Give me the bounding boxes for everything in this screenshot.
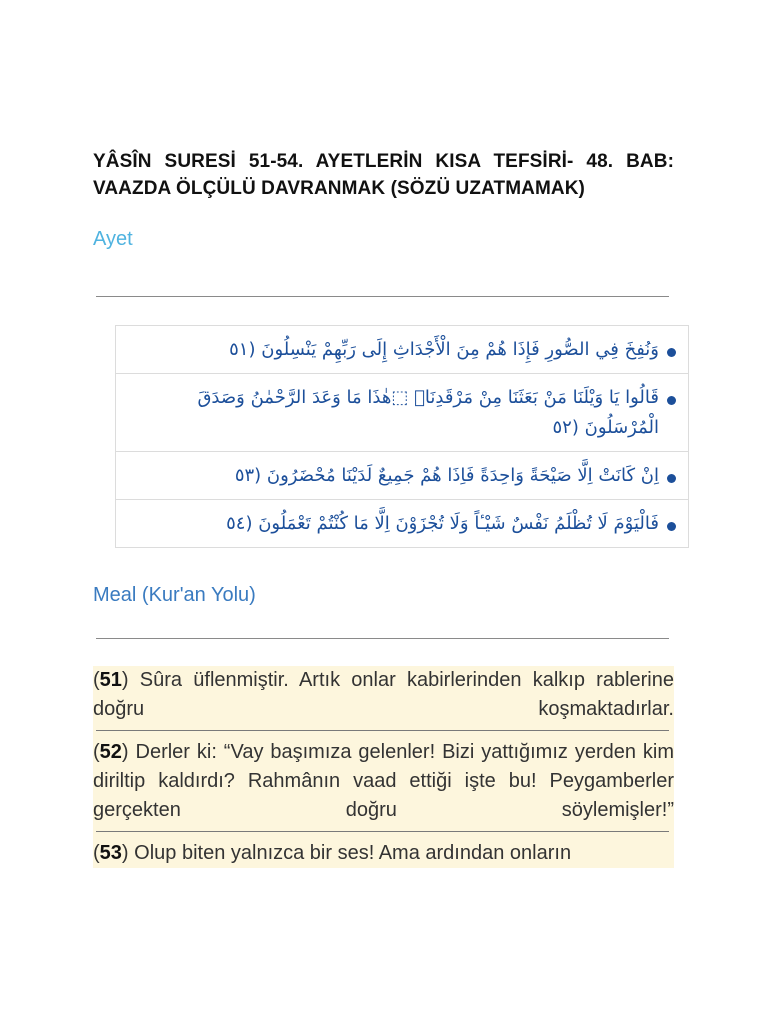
bullet-icon xyxy=(667,348,676,357)
meal-item: (52) Derler ki: “Vay başımıza gelenler! Bizi yattığımız yerden kim diriltip kaldırdı? Rahmânın vaad ettiği işte bu! Peygamberler gerçekten doğru söylemişler!” xyxy=(93,741,674,821)
list-item xyxy=(116,452,688,500)
meal-text: Sûra üflenmiştir. Artık onlar kabirlerinden kalkıp rablerine doğru koşmaktadırlar. xyxy=(93,669,674,720)
verse-text: قَالُوا يَا وَيْلَنَا مَنْ بَعَثَنَا مِنْ مَرْقَدِنَاۜ ⬚هٰذَا مَا وَعَدَ الرَّحْمٰنُ وَصَدَقَ الْمُرْسَلُونَ (٥٢ xyxy=(197,387,659,438)
verse-number: 52 xyxy=(99,741,122,763)
verse-text: وَنُفِخَ فِي الصُّورِ فَإِذَا هُمْ مِنَ الْأَجْدَاثِ إِلَى رَبِّهِمْ يَنْسِلُونَ (٥١ xyxy=(229,339,659,360)
meal-heading: Meal (Kur'an Yolu) xyxy=(93,584,256,606)
bullet-icon xyxy=(667,522,676,531)
article xyxy=(93,148,674,868)
list-item xyxy=(116,500,688,547)
list-item xyxy=(116,374,688,452)
divider xyxy=(96,638,669,639)
verse-number: 53 xyxy=(99,842,122,864)
meal-text: Derler ki: “Vay başımıza gelenler! Bizi yattığımız yerden kim diriltip kaldırdı? Rahmânın vaad ettiği işte bu! Peygamberler gerçekten doğru söylemişler!” xyxy=(93,741,674,821)
divider xyxy=(96,296,669,297)
verse-text: اِنْ كَانَتْ اِلَّا صَيْحَةً وَاحِدَةً فَاِذَا هُمْ جَمِيعٌ لَدَيْنَا مُحْضَرُونَ (٥٣ xyxy=(234,465,659,486)
verse-list xyxy=(115,325,689,548)
bullet-icon xyxy=(667,474,676,483)
bullet-icon xyxy=(667,396,676,405)
page-title: YÂSÎN SURESİ 51-54. AYETLERİN KISA TEFSİRİ- 48. BAB: VAAZDA ÖLÇÜLÜ DAVRANMAK (SÖZÜ UZATMAMAK) xyxy=(93,151,674,199)
verse-number: 51 xyxy=(99,669,122,691)
meal-list xyxy=(93,666,674,868)
divider xyxy=(96,831,669,832)
meal-item: (53) Olup biten yalnızca bir ses! Ama ardından onların xyxy=(93,842,572,864)
list-item xyxy=(116,326,688,374)
verse-text: فَالْيَوْمَ لَا تُظْلَمُ نَفْسٌ شَيْـٔاً وَلَا تُجْزَوْنَ اِلَّا مَا كُنْتُمْ تَعْمَلُونَ (٥٤ xyxy=(226,513,659,534)
divider xyxy=(96,730,669,731)
meal-item: (51) Sûra üflenmiştir. Artık onlar kabirlerinden kalkıp rablerine doğru koşmaktadırlar. xyxy=(93,669,674,720)
meal-text: Olup biten yalnızca bir ses! Ama ardından onların xyxy=(128,842,572,864)
ayet-heading: Ayet xyxy=(93,228,133,250)
